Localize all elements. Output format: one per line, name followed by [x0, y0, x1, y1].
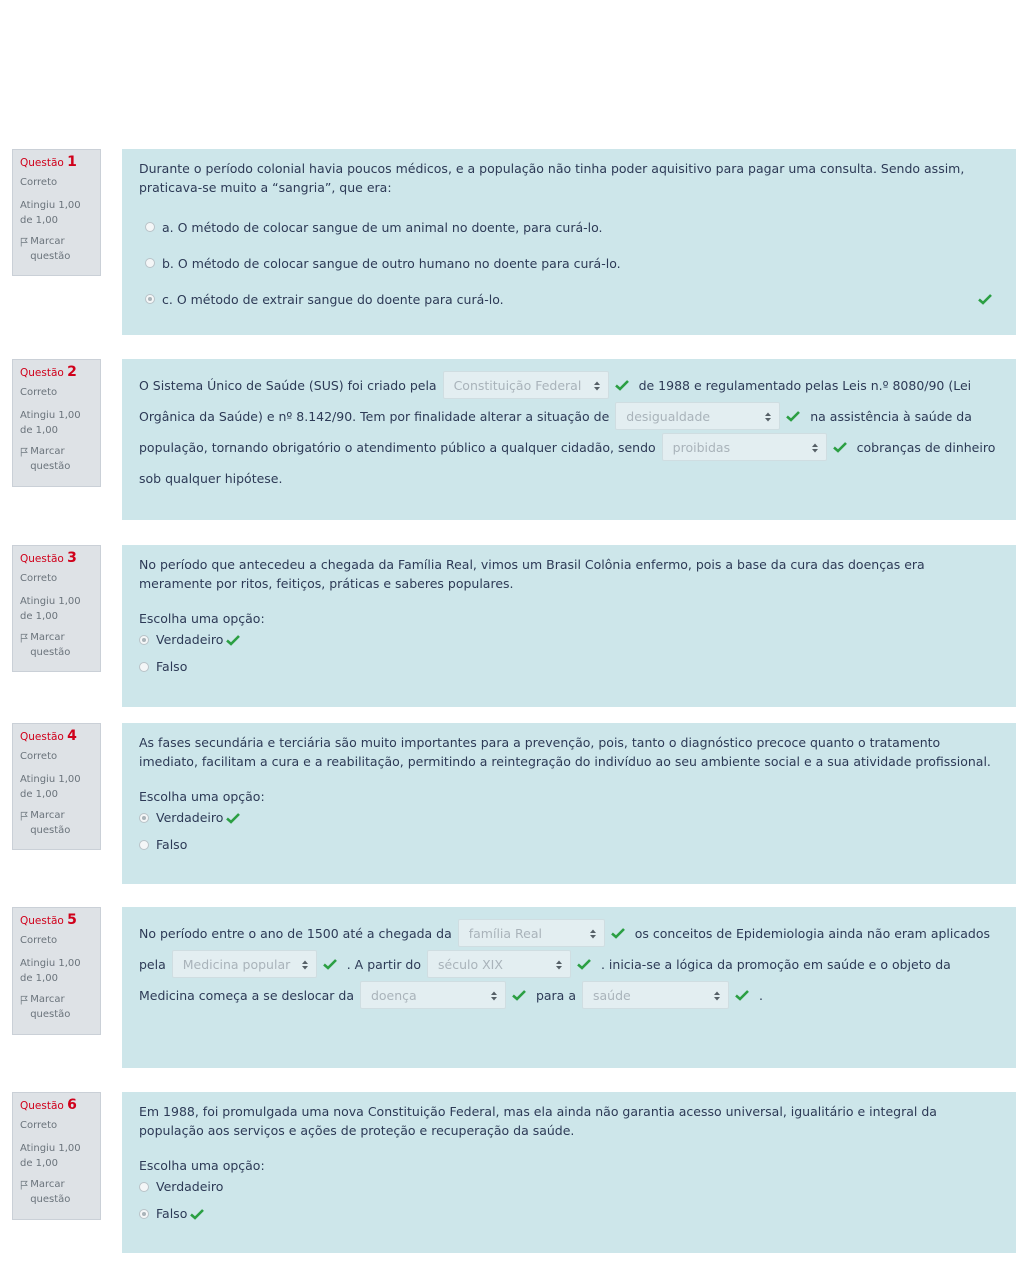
question-number-value: 2: [67, 364, 77, 380]
text-segment: O Sistema Único de Saúde (SUS) foi criado pela: [139, 378, 437, 393]
question-grade: Atingiu 1,00 de 1,00: [20, 774, 81, 800]
question-state: Correto: [20, 387, 58, 398]
option-true[interactable]: [139, 626, 996, 653]
question-state: Correto: [20, 751, 58, 762]
option-label: Falso: [156, 1206, 188, 1221]
flag-label: Marcar questão: [30, 994, 71, 1020]
question-grade: Atingiu 1,00 de 1,00: [20, 596, 81, 622]
flag-label: Marcar questão: [30, 446, 71, 472]
flag-label: Marcar questão: [30, 632, 71, 658]
option-label: Falso: [156, 659, 188, 674]
text-segment: . A partir do: [346, 957, 422, 972]
question-content: [122, 907, 1016, 1068]
select-value: Medicina popular: [182, 957, 291, 972]
question-number-value: 3: [67, 550, 77, 566]
question-info: [12, 907, 101, 1035]
question-label: Questão: [20, 731, 64, 743]
text-segment: No período entre o ano de 1500 até a chegada da: [139, 926, 452, 941]
radio-button-selected[interactable]: [139, 813, 149, 823]
select-value: Constituição Federal: [453, 378, 582, 393]
question-number: [20, 365, 94, 381]
question-label: Questão: [20, 367, 64, 379]
flag-label: Marcar questão: [30, 810, 71, 836]
option-label: Verdadeiro: [156, 632, 224, 647]
question-content: [122, 359, 1016, 520]
question-number-value: 6: [67, 1097, 77, 1113]
answer-label: c. O método de extrair sangue do doente para curá-lo.: [162, 291, 504, 307]
question-info: [12, 359, 101, 487]
answer-option-c[interactable]: [139, 281, 996, 317]
choose-option-prompt: Escolha uma opção:: [139, 1158, 265, 1173]
answer-label: a. O método de colocar sangue de um animal no doente, para curá-lo.: [162, 219, 603, 235]
select-value: doença: [370, 988, 417, 1003]
option-true[interactable]: [139, 1173, 996, 1200]
question-number-value: 4: [67, 728, 77, 744]
answer-select[interactable]: [172, 950, 317, 978]
check-icon: [190, 1208, 204, 1220]
question-number: [20, 1098, 94, 1114]
question-text: As fases secundária e terciária são muito importantes para a prevenção, pois, tanto o diagnóstico precoce quanto o tratamento imediato, facilitam a cura e a reabilitação, permitindo a reintegração do indivíduo ao seu ambiente social e a sua atividade profissional.: [139, 735, 991, 769]
flag-icon: [20, 994, 28, 1006]
question-text: No período que antecedeu a chegada da Família Real, vimos um Brasil Colônia enfermo, pois a base da cura das doenças era meramente por ritos, feitiços, práticas e saberes populares.: [139, 557, 925, 591]
flag-label: Marcar questão: [30, 1179, 71, 1205]
radio-button-selected[interactable]: [145, 294, 155, 304]
question-state: Correto: [20, 935, 58, 946]
answer-select[interactable]: [662, 433, 827, 461]
check-icon: [615, 379, 629, 391]
radio-button-selected[interactable]: [139, 635, 149, 645]
answer-label: b. O método de colocar sangue de outro humano no doente para curá-lo.: [162, 255, 621, 271]
check-icon: [323, 958, 337, 970]
flag-icon: [20, 810, 28, 822]
question-text: Em 1988, foi promulgada uma nova Constituição Federal, mas ela ainda não garantia acesso universal, igualitário e integral da população aos serviços e ações de proteção e recuperação da saúde.: [139, 1104, 937, 1138]
question-grade: Atingiu 1,00 de 1,00: [20, 958, 81, 984]
answer-select[interactable]: [458, 919, 605, 947]
text-segment: cobranças de dinheiro sob qualquer hipótese.: [139, 440, 996, 486]
answer-option-b[interactable]: [139, 245, 996, 281]
question-label: Questão: [20, 915, 64, 927]
question-content: [122, 1092, 1016, 1253]
question-label: Questão: [20, 553, 64, 565]
text-segment: . inicia-se a lógica da promoção em saúde e o objeto da Medicina começa a se deslocar da: [139, 957, 951, 1003]
question-text: Durante o período colonial havia poucos médicos, e a população não tinha poder aquisitivo para pagar uma consulta. Sendo assim, praticava-se muito a “sangria”, que era:: [139, 161, 965, 195]
sort-arrows-icon: [302, 960, 308, 970]
flag-question-link[interactable]: [20, 234, 94, 264]
flag-question-link[interactable]: [20, 1177, 94, 1207]
sort-arrows-icon: [812, 443, 818, 453]
answer-select[interactable]: [360, 981, 506, 1009]
answer-select[interactable]: [443, 371, 609, 399]
question-number-value: 5: [67, 912, 77, 928]
text-segment: na assistência à saúde da população, tornando obrigatório o atendimento público a qualquer cidadão, sendo: [139, 409, 972, 455]
question-grade: Atingiu 1,00 de 1,00: [20, 200, 81, 226]
flag-icon: [20, 446, 28, 458]
flag-question-link[interactable]: [20, 808, 94, 838]
answer-list: [139, 209, 996, 317]
check-icon: [577, 958, 591, 970]
question-content: [122, 545, 1016, 707]
question-number: [20, 155, 94, 171]
question-number: [20, 729, 94, 745]
flag-question-link[interactable]: [20, 630, 94, 660]
answer-option-a[interactable]: [139, 209, 996, 245]
flag-icon: [20, 1179, 28, 1191]
question-grade: Atingiu 1,00 de 1,00: [20, 1143, 81, 1169]
option-false[interactable]: [139, 1200, 996, 1227]
question-info: [12, 149, 101, 276]
sort-arrows-icon: [765, 412, 771, 422]
flag-question-link[interactable]: [20, 992, 94, 1022]
check-icon: [226, 634, 240, 646]
radio-button[interactable]: [145, 222, 155, 232]
question-info: [12, 1092, 101, 1220]
sort-arrows-icon: [594, 381, 600, 391]
check-icon: [833, 441, 847, 453]
check-icon: [735, 989, 749, 1001]
question-info: [12, 723, 101, 850]
option-label: Falso: [156, 837, 188, 852]
select-value: família Real: [468, 926, 542, 941]
select-value: saúde: [592, 988, 631, 1003]
option-false[interactable]: [139, 653, 996, 680]
text-segment: .: [758, 988, 763, 1003]
radio-button[interactable]: [139, 840, 149, 850]
sort-arrows-icon: [491, 991, 497, 1001]
option-label: Verdadeiro: [156, 1179, 224, 1194]
text-segment: para a: [535, 988, 576, 1003]
question-content: [122, 723, 1016, 884]
question-state: Correto: [20, 1120, 58, 1131]
check-icon: [978, 293, 992, 305]
answer-select[interactable]: [427, 950, 571, 978]
question-number: [20, 913, 94, 929]
text-segment: de 1988 e regulamentado pelas Leis n.º 8080/90 (Lei Orgânica da Saúde) e nº 8.142/90. Tem por finalidade alterar a situação de: [139, 378, 972, 424]
select-value: desigualdade: [626, 409, 711, 424]
question-label: Questão: [20, 157, 64, 169]
check-icon: [512, 989, 526, 1001]
option-label: Verdadeiro: [156, 810, 224, 825]
radio-button-selected[interactable]: [139, 1209, 149, 1219]
question-label: Questão: [20, 1100, 64, 1112]
option-true[interactable]: [139, 804, 996, 831]
question-grade: Atingiu 1,00 de 1,00: [20, 410, 81, 436]
choose-option-prompt: Escolha uma opção:: [139, 789, 265, 804]
sort-arrows-icon: [590, 929, 596, 939]
question-state: Correto: [20, 573, 58, 584]
check-icon: [786, 410, 800, 422]
check-icon: [226, 812, 240, 824]
question-text: [139, 370, 996, 494]
question-number: [20, 551, 94, 567]
select-value: proibidas: [672, 440, 731, 455]
flag-icon: [20, 632, 28, 644]
sort-arrows-icon: [714, 991, 720, 1001]
answer-select[interactable]: [615, 402, 780, 430]
question-number-value: 1: [67, 154, 77, 170]
check-icon: [611, 927, 625, 939]
answer-select[interactable]: [582, 981, 729, 1009]
question-state: Correto: [20, 177, 58, 188]
option-false[interactable]: [139, 831, 996, 858]
flag-icon: [20, 236, 28, 248]
flag-question-link[interactable]: [20, 444, 94, 474]
choose-option-prompt: Escolha uma opção:: [139, 611, 265, 626]
sort-arrows-icon: [556, 960, 562, 970]
select-value: século XIX: [438, 957, 503, 972]
question-text: [139, 918, 996, 1011]
radio-button[interactable]: [139, 1182, 149, 1192]
question-content: [122, 149, 1016, 335]
text-segment: os conceitos de Epidemiologia ainda não eram aplicados pela: [139, 926, 991, 972]
flag-label: Marcar questão: [30, 236, 71, 262]
question-info: [12, 545, 101, 672]
radio-button[interactable]: [145, 258, 155, 268]
radio-button[interactable]: [139, 662, 149, 672]
